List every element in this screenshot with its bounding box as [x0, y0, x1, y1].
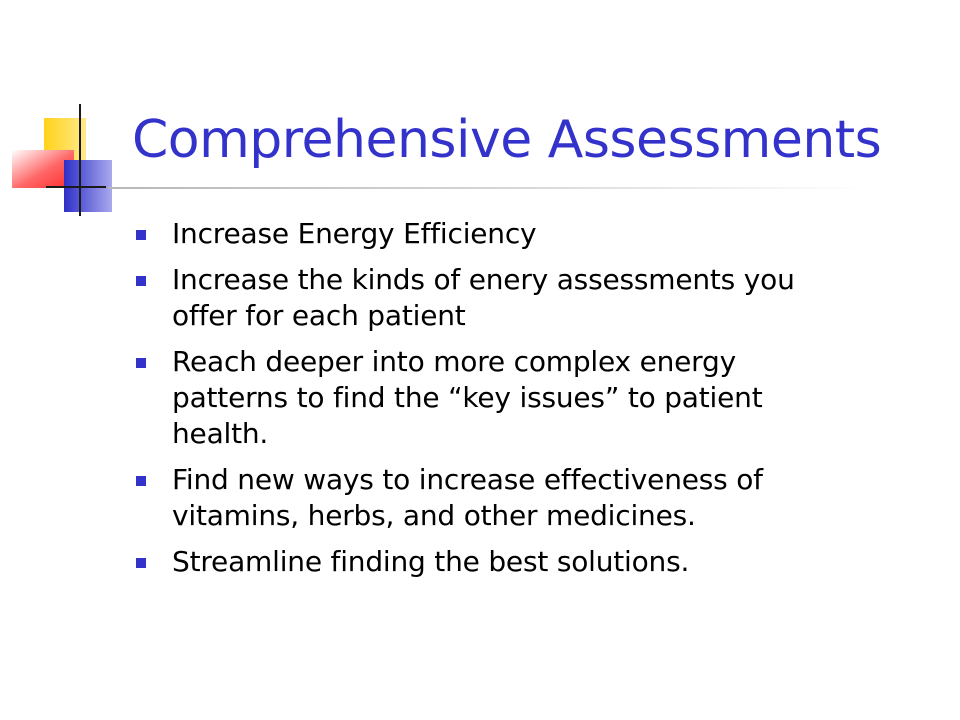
- slide-title: Comprehensive Assessments: [132, 110, 882, 170]
- square-bullet-icon: [136, 230, 146, 240]
- square-bullet-icon: [136, 558, 146, 568]
- square-bullet-icon: [136, 276, 146, 286]
- square-bullet-icon: [136, 476, 146, 486]
- bullet-item: [135, 544, 855, 580]
- bullet-text: Streamline finding the best solutions.: [172, 545, 690, 578]
- square-bullet-icon: [136, 358, 146, 368]
- bullet-text: Increase the kinds of enery assessments you offer for each patient: [172, 263, 795, 332]
- bullet-text: Find new ways to increase effectiveness of vitamins, herbs, and other medicines.: [172, 463, 763, 532]
- decorative-squares-logo: [0, 0, 140, 230]
- bullet-item: [135, 262, 855, 334]
- title-divider: [108, 187, 868, 189]
- bullet-item: [135, 462, 855, 534]
- bullet-list: [135, 216, 855, 590]
- bullet-item: [135, 216, 855, 252]
- bullet-item: [135, 344, 855, 452]
- bullet-text: Reach deeper into more complex energy patterns to find the “key issues” to patient health.: [172, 345, 763, 450]
- bullet-text: Increase Energy Efficiency: [172, 217, 537, 250]
